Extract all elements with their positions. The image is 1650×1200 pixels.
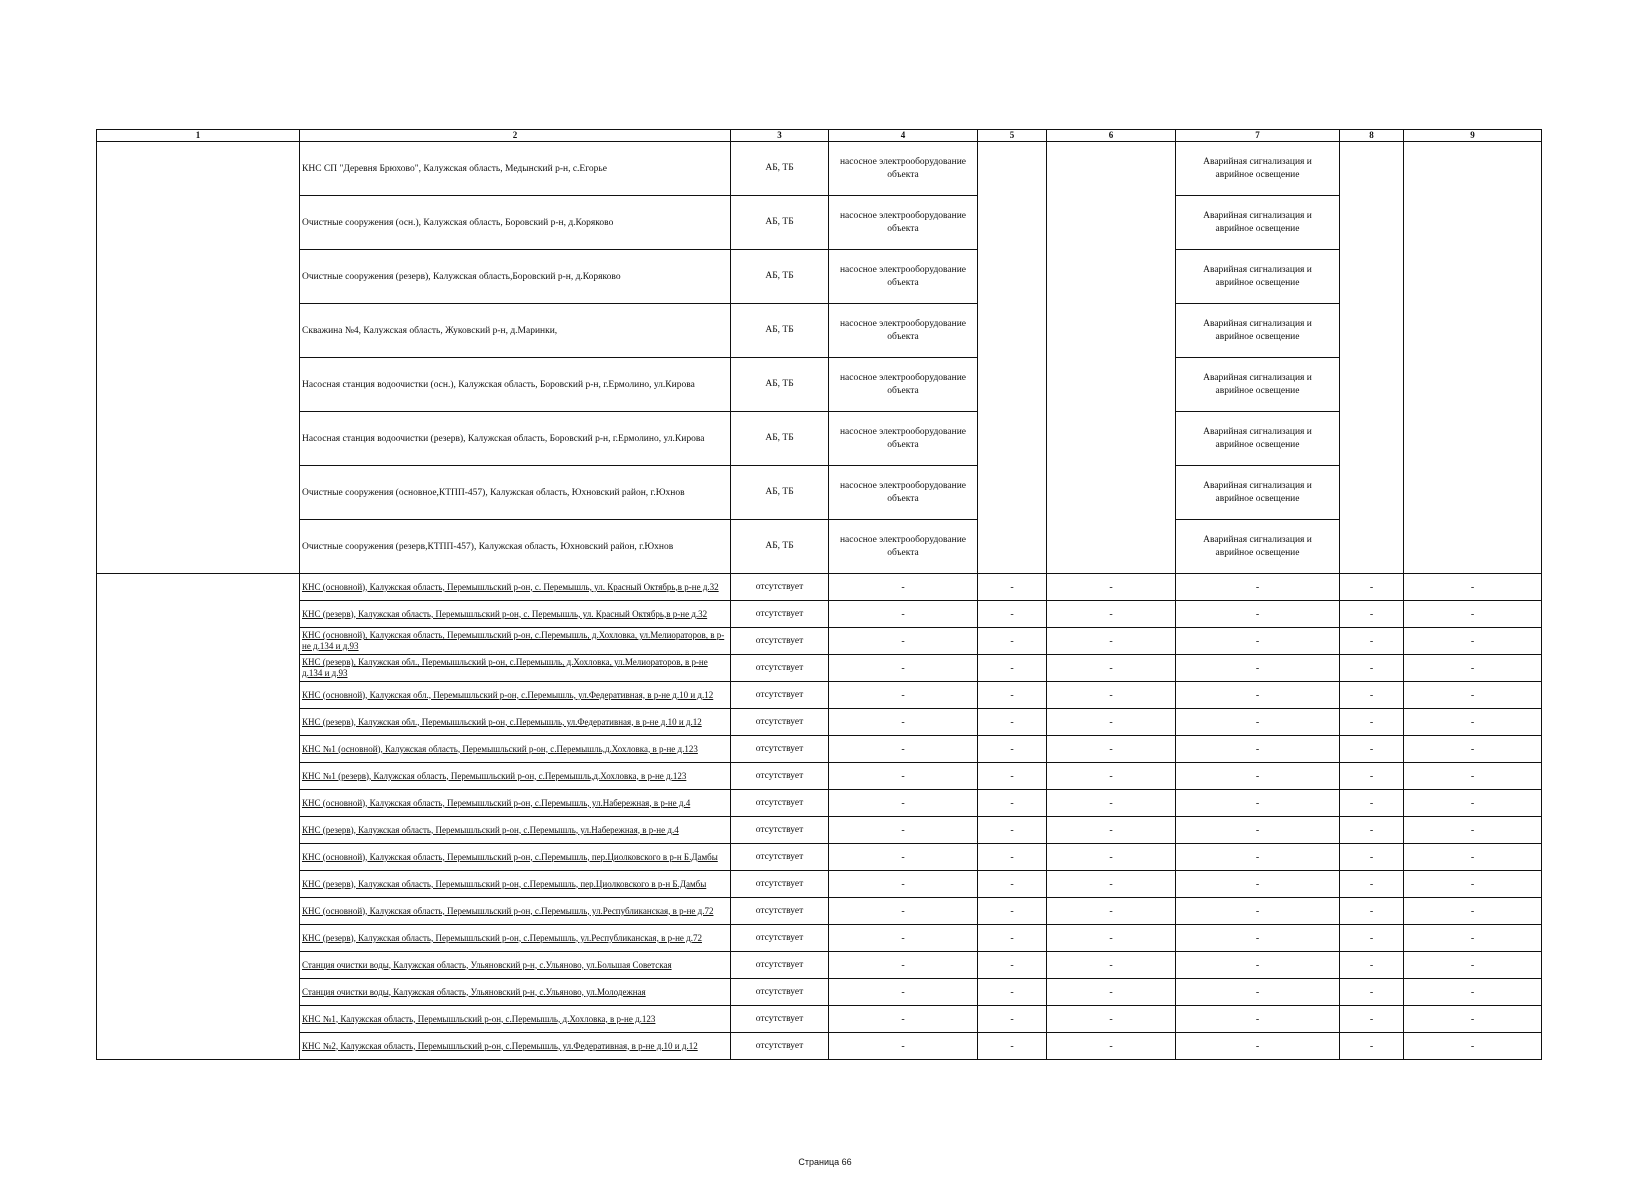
dash-cell-col7: - bbox=[1176, 574, 1340, 601]
object-name-cell: КНС №1 (резерв), Калужская область, Перемышльский р-он, с.Перемышль,д.Хохловка, в р-не д.123 bbox=[300, 763, 731, 790]
object-name-cell: КНС СП "Деревня Брюхово", Калужская область, Медынский р-н, с.Егорье bbox=[300, 142, 731, 196]
dash-cell-col5: - bbox=[978, 790, 1047, 817]
table-row bbox=[97, 763, 1542, 790]
dash-cell-col7: - bbox=[1176, 844, 1340, 871]
measures-cell: Аварийная сигнализация и аврийное освещение bbox=[1176, 412, 1340, 466]
power-source-cell: отсутствует bbox=[731, 601, 829, 628]
dash-cell-col8: - bbox=[1340, 844, 1404, 871]
dash-cell-col6: - bbox=[1047, 628, 1176, 655]
table-row bbox=[97, 871, 1542, 898]
dash-cell-col7: - bbox=[1176, 763, 1340, 790]
column-number-8: 8 bbox=[1340, 130, 1404, 142]
object-name-cell: Насосная станция водоочистки (осн.), Калужская область, Боровский р-н, г.Ермолино, ул.Кирова bbox=[300, 358, 731, 412]
dash-cell-col4: - bbox=[829, 628, 978, 655]
dash-cell-col5: - bbox=[978, 871, 1047, 898]
dash-cell-col8: - bbox=[1340, 655, 1404, 682]
dash-cell-col6: - bbox=[1047, 763, 1176, 790]
power-source-cell: отсутствует bbox=[731, 925, 829, 952]
dash-cell-col9: - bbox=[1404, 655, 1542, 682]
dash-cell-col9: - bbox=[1404, 790, 1542, 817]
dash-cell-col6: - bbox=[1047, 817, 1176, 844]
dash-cell-col7: - bbox=[1176, 817, 1340, 844]
power-source-cell: отсутствует bbox=[731, 979, 829, 1006]
dash-cell-col7: - bbox=[1176, 790, 1340, 817]
dash-cell-col6: - bbox=[1047, 898, 1176, 925]
dash-cell-col8: - bbox=[1340, 709, 1404, 736]
dash-cell-col8: - bbox=[1340, 817, 1404, 844]
dash-cell-col7: - bbox=[1176, 709, 1340, 736]
dash-cell-col4: - bbox=[829, 655, 978, 682]
dash-cell-col7: - bbox=[1176, 682, 1340, 709]
power-source-cell: отсутствует bbox=[731, 1006, 829, 1033]
table-row bbox=[97, 1033, 1542, 1060]
dash-cell-col5: - bbox=[978, 1006, 1047, 1033]
dash-cell-col6: - bbox=[1047, 709, 1176, 736]
power-source-cell: отсутствует bbox=[731, 709, 829, 736]
power-source-cell: отсутствует bbox=[731, 682, 829, 709]
power-source-cell: АБ, ТБ bbox=[731, 142, 829, 196]
merged-cell-col8 bbox=[1340, 142, 1404, 574]
dash-cell-col7: - bbox=[1176, 628, 1340, 655]
power-source-cell: АБ, ТБ bbox=[731, 304, 829, 358]
measures-cell: Аварийная сигнализация и аврийное освещение bbox=[1176, 250, 1340, 304]
dash-cell-col5: - bbox=[978, 682, 1047, 709]
object-name-cell: КНС (основной), Калужская область, Перемышльский р-он, с.Перемышль, пер.Циолковского в р-н Б.Дамбы bbox=[300, 844, 731, 871]
dash-cell-col7: - bbox=[1176, 871, 1340, 898]
object-name-cell: Очистные сооружения (резерв), Калужская область,Боровский р-н, д.Коряково bbox=[300, 250, 731, 304]
object-name-cell: Очистные сооружения (резерв,КТПП-457), Калужская область, Юхновский район, г.Юхнов bbox=[300, 520, 731, 574]
dash-cell-col9: - bbox=[1404, 601, 1542, 628]
dash-cell-col8: - bbox=[1340, 736, 1404, 763]
measures-cell: Аварийная сигнализация и аврийное освещение bbox=[1176, 304, 1340, 358]
dash-cell-col6: - bbox=[1047, 601, 1176, 628]
table-row bbox=[97, 142, 1542, 196]
dash-cell-col5: - bbox=[978, 979, 1047, 1006]
group-cell-col1 bbox=[97, 574, 300, 1060]
table-row bbox=[97, 304, 1542, 358]
power-source-cell: отсутствует bbox=[731, 952, 829, 979]
power-source-cell: отсутствует bbox=[731, 1033, 829, 1060]
column-number-2: 2 bbox=[300, 130, 731, 142]
dash-cell-col4: - bbox=[829, 574, 978, 601]
table-row bbox=[97, 844, 1542, 871]
merged-cell-col5 bbox=[978, 142, 1047, 574]
dash-cell-col6: - bbox=[1047, 682, 1176, 709]
dash-cell-col8: - bbox=[1340, 628, 1404, 655]
dash-cell-col7: - bbox=[1176, 655, 1340, 682]
equipment-cell: насосное электрооборудование объекта bbox=[829, 250, 978, 304]
power-source-cell: отсутствует bbox=[731, 736, 829, 763]
equipment-cell: насосное электрооборудование объекта bbox=[829, 520, 978, 574]
column-number-6: 6 bbox=[1047, 130, 1176, 142]
table-row bbox=[97, 412, 1542, 466]
dash-cell-col9: - bbox=[1404, 871, 1542, 898]
dash-cell-col9: - bbox=[1404, 628, 1542, 655]
dash-cell-col8: - bbox=[1340, 790, 1404, 817]
dash-cell-col8: - bbox=[1340, 871, 1404, 898]
table-row bbox=[97, 1006, 1542, 1033]
dash-cell-col6: - bbox=[1047, 574, 1176, 601]
dash-cell-col7: - bbox=[1176, 1033, 1340, 1060]
dash-cell-col9: - bbox=[1404, 898, 1542, 925]
dash-cell-col7: - bbox=[1176, 736, 1340, 763]
measures-cell: Аварийная сигнализация и аврийное освещение bbox=[1176, 520, 1340, 574]
dash-cell-col9: - bbox=[1404, 574, 1542, 601]
measures-cell: Аварийная сигнализация и аврийное освещение bbox=[1176, 358, 1340, 412]
power-source-cell: отсутствует bbox=[731, 628, 829, 655]
column-number-7: 7 bbox=[1176, 130, 1340, 142]
power-source-cell: отсутствует bbox=[731, 817, 829, 844]
dash-cell-col5: - bbox=[978, 736, 1047, 763]
object-name-cell: КНС (резерв), Калужская область, Перемышльский р-он, с.Перемышль, ул.Республиканская, в р-не д.72 bbox=[300, 925, 731, 952]
dash-cell-col8: - bbox=[1340, 952, 1404, 979]
dash-cell-col5: - bbox=[978, 844, 1047, 871]
object-name-cell: КНС №2, Калужская область, Перемышльский р-он, с.Перемышль, ул.Федеративная, в р-не д.10 и д.12 bbox=[300, 1033, 731, 1060]
dash-cell-col4: - bbox=[829, 736, 978, 763]
power-source-cell: отсутствует bbox=[731, 655, 829, 682]
dash-cell-col7: - bbox=[1176, 601, 1340, 628]
dash-cell-col6: - bbox=[1047, 925, 1176, 952]
object-name-cell: Скважина №4, Калужская область, Жуковский р-н, д.Маринки, bbox=[300, 304, 731, 358]
equipment-cell: насосное электрооборудование объекта bbox=[829, 466, 978, 520]
group-cell-col1 bbox=[97, 142, 300, 574]
column-number-4: 4 bbox=[829, 130, 978, 142]
measures-cell: Аварийная сигнализация и аврийное освещение bbox=[1176, 142, 1340, 196]
dash-cell-col6: - bbox=[1047, 1006, 1176, 1033]
dash-cell-col4: - bbox=[829, 898, 978, 925]
power-source-cell: отсутствует bbox=[731, 574, 829, 601]
power-source-cell: АБ, ТБ bbox=[731, 520, 829, 574]
power-source-cell: АБ, ТБ bbox=[731, 196, 829, 250]
dash-cell-col8: - bbox=[1340, 574, 1404, 601]
table-row bbox=[97, 250, 1542, 304]
table-row bbox=[97, 790, 1542, 817]
object-name-cell: КНС (основной), Калужская область, Перемышльский р-он, с. Перемышль, ул. Красный Октябрь,в р-не д.32 bbox=[300, 574, 731, 601]
dash-cell-col4: - bbox=[829, 979, 978, 1006]
table-row bbox=[97, 520, 1542, 574]
dash-cell-col6: - bbox=[1047, 979, 1176, 1006]
object-name-cell: КНС (основной), Калужская обл., Перемышльский р-он, с.Перемышль, ул.Федеративная, в р-не д.10 и д.12 bbox=[300, 682, 731, 709]
object-name-cell: КНС (основной), Калужская область, Перемышльский р-он, с.Перемышль, ул.Республиканская, в р-не д.72 bbox=[300, 898, 731, 925]
dash-cell-col5: - bbox=[978, 601, 1047, 628]
dash-cell-col9: - bbox=[1404, 682, 1542, 709]
dash-cell-col5: - bbox=[978, 628, 1047, 655]
table-row bbox=[97, 979, 1542, 1006]
power-source-cell: отсутствует bbox=[731, 763, 829, 790]
dash-cell-col4: - bbox=[829, 817, 978, 844]
dash-cell-col9: - bbox=[1404, 979, 1542, 1006]
power-source-cell: отсутствует bbox=[731, 871, 829, 898]
dash-cell-col9: - bbox=[1404, 925, 1542, 952]
table-row bbox=[97, 601, 1542, 628]
dash-cell-col4: - bbox=[829, 1033, 978, 1060]
dash-cell-col9: - bbox=[1404, 1033, 1542, 1060]
column-number-3: 3 bbox=[731, 130, 829, 142]
table-row bbox=[97, 358, 1542, 412]
dash-cell-col5: - bbox=[978, 952, 1047, 979]
object-name-cell: КНС (резерв), Калужская область, Перемышльский р-он, с.Перемышль, пер.Циолковского в р-н Б.Дамбы bbox=[300, 871, 731, 898]
dash-cell-col9: - bbox=[1404, 844, 1542, 871]
table-row bbox=[97, 682, 1542, 709]
dash-cell-col5: - bbox=[978, 655, 1047, 682]
merged-cell-col9 bbox=[1404, 142, 1542, 574]
object-name-cell: Станция очистки воды, Калужская область, Ульяновский р-н, с.Ульяново, ул.Молодежная bbox=[300, 979, 731, 1006]
dash-cell-col8: - bbox=[1340, 682, 1404, 709]
dash-cell-col7: - bbox=[1176, 898, 1340, 925]
object-name-cell: КНС (резерв), Калужская обл., Перемышльский р-он, с.Перемышль, ул.Федеративная, в р-не д.10 и д.12 bbox=[300, 709, 731, 736]
equipment-cell: насосное электрооборудование объекта bbox=[829, 304, 978, 358]
object-name-cell: КНС (резерв), Калужская обл., Перемышльский р-он, с.Перемышль, д.Хохловка, ул.Мелиораторов, в р-не д.134 и д.93 bbox=[300, 655, 731, 682]
power-source-cell: АБ, ТБ bbox=[731, 412, 829, 466]
dash-cell-col5: - bbox=[978, 817, 1047, 844]
power-source-cell: отсутствует bbox=[731, 844, 829, 871]
dash-cell-col5: - bbox=[978, 574, 1047, 601]
power-source-cell: отсутствует bbox=[731, 898, 829, 925]
header-row bbox=[97, 130, 1542, 142]
power-source-cell: отсутствует bbox=[731, 790, 829, 817]
table-row bbox=[97, 898, 1542, 925]
dash-cell-col6: - bbox=[1047, 952, 1176, 979]
object-name-cell: КНС (основной), Калужская область, Перемышльский р-он, с.Перемышль, ул.Набережная, в р-не д.4 bbox=[300, 790, 731, 817]
dash-cell-col9: - bbox=[1404, 709, 1542, 736]
power-source-cell: АБ, ТБ bbox=[731, 466, 829, 520]
table-row bbox=[97, 925, 1542, 952]
object-name-cell: КНС (резерв), Калужская область, Перемышльский р-он, с.Перемышль, ул.Набережная, в р-не д.4 bbox=[300, 817, 731, 844]
dash-cell-col4: - bbox=[829, 763, 978, 790]
power-source-cell: АБ, ТБ bbox=[731, 250, 829, 304]
dash-cell-col6: - bbox=[1047, 655, 1176, 682]
dash-cell-col6: - bbox=[1047, 1033, 1176, 1060]
data-table bbox=[96, 129, 1542, 1060]
table-row bbox=[97, 709, 1542, 736]
dash-cell-col6: - bbox=[1047, 871, 1176, 898]
power-source-cell: АБ, ТБ bbox=[731, 358, 829, 412]
dash-cell-col5: - bbox=[978, 898, 1047, 925]
dash-cell-col5: - bbox=[978, 763, 1047, 790]
dash-cell-col6: - bbox=[1047, 736, 1176, 763]
merged-cell-col6 bbox=[1047, 142, 1176, 574]
dash-cell-col4: - bbox=[829, 790, 978, 817]
table-row bbox=[97, 736, 1542, 763]
dash-cell-col4: - bbox=[829, 871, 978, 898]
table-row bbox=[97, 196, 1542, 250]
column-number-1: 1 bbox=[97, 130, 300, 142]
dash-cell-col5: - bbox=[978, 925, 1047, 952]
dash-cell-col8: - bbox=[1340, 763, 1404, 790]
table-row bbox=[97, 628, 1542, 655]
object-name-cell: Станция очистки воды, Калужская область, Ульяновский р-н, с.Ульяново, ул.Большая Советская bbox=[300, 952, 731, 979]
table-body bbox=[97, 130, 1542, 1060]
equipment-cell: насосное электрооборудование объекта bbox=[829, 412, 978, 466]
dash-cell-col8: - bbox=[1340, 925, 1404, 952]
dash-cell-col7: - bbox=[1176, 952, 1340, 979]
dash-cell-col7: - bbox=[1176, 979, 1340, 1006]
object-name-cell: КНС №1 (основной), Калужская область, Перемышльский р-он, с.Перемышль,д.Хохловка, в р-не д.123 bbox=[300, 736, 731, 763]
column-number-9: 9 bbox=[1404, 130, 1542, 142]
dash-cell-col4: - bbox=[829, 709, 978, 736]
page-number: Страница 66 bbox=[798, 1157, 852, 1167]
dash-cell-col4: - bbox=[829, 925, 978, 952]
measures-cell: Аварийная сигнализация и аврийное освещение bbox=[1176, 466, 1340, 520]
object-name-cell: КНС (основной), Калужская область, Перемышльский р-он, с.Перемышль, д.Хохловка, ул.Мелиораторов, в р-не д.134 и д.93 bbox=[300, 628, 731, 655]
dash-cell-col6: - bbox=[1047, 844, 1176, 871]
object-name-cell: Очистные сооружения (основное,КТПП-457), Калужская область, Юхновский район, г.Юхнов bbox=[300, 466, 731, 520]
dash-cell-col4: - bbox=[829, 601, 978, 628]
dash-cell-col8: - bbox=[1340, 1033, 1404, 1060]
dash-cell-col8: - bbox=[1340, 1006, 1404, 1033]
dash-cell-col9: - bbox=[1404, 952, 1542, 979]
table-row bbox=[97, 466, 1542, 520]
dash-cell-col9: - bbox=[1404, 763, 1542, 790]
equipment-cell: насосное электрооборудование объекта bbox=[829, 358, 978, 412]
table-row bbox=[97, 655, 1542, 682]
table-row bbox=[97, 952, 1542, 979]
column-number-5: 5 bbox=[978, 130, 1047, 142]
dash-cell-col9: - bbox=[1404, 817, 1542, 844]
dash-cell-col8: - bbox=[1340, 898, 1404, 925]
dash-cell-col8: - bbox=[1340, 601, 1404, 628]
dash-cell-col4: - bbox=[829, 682, 978, 709]
object-name-cell: КНС №1, Калужская область, Перемышльский р-он, с.Перемышль, д.Хохловка, в р-не д.123 bbox=[300, 1006, 731, 1033]
equipment-cell: насосное электрооборудование объекта bbox=[829, 142, 978, 196]
dash-cell-col8: - bbox=[1340, 979, 1404, 1006]
object-name-cell: Насосная станция водоочистки (резерв), Калужская область, Боровский р-н, г.Ермолино, ул.Кирова bbox=[300, 412, 731, 466]
table-row bbox=[97, 574, 1542, 601]
dash-cell-col5: - bbox=[978, 709, 1047, 736]
dash-cell-col4: - bbox=[829, 844, 978, 871]
table-row bbox=[97, 817, 1542, 844]
dash-cell-col4: - bbox=[829, 952, 978, 979]
dash-cell-col7: - bbox=[1176, 925, 1340, 952]
dash-cell-col5: - bbox=[978, 1033, 1047, 1060]
dash-cell-col7: - bbox=[1176, 1006, 1340, 1033]
object-name-cell: КНС (резерв), Калужская область, Перемышльский р-он, с. Перемышль, ул. Красный Октябрь,в р-не д.32 bbox=[300, 601, 731, 628]
dash-cell-col9: - bbox=[1404, 1006, 1542, 1033]
dash-cell-col4: - bbox=[829, 1006, 978, 1033]
dash-cell-col9: - bbox=[1404, 736, 1542, 763]
dash-cell-col6: - bbox=[1047, 790, 1176, 817]
measures-cell: Аварийная сигнализация и аврийное освещение bbox=[1176, 196, 1340, 250]
equipment-cell: насосное электрооборудование объекта bbox=[829, 196, 978, 250]
object-name-cell: Очистные сооружения (осн.), Калужская область, Боровский р-н, д.Коряково bbox=[300, 196, 731, 250]
